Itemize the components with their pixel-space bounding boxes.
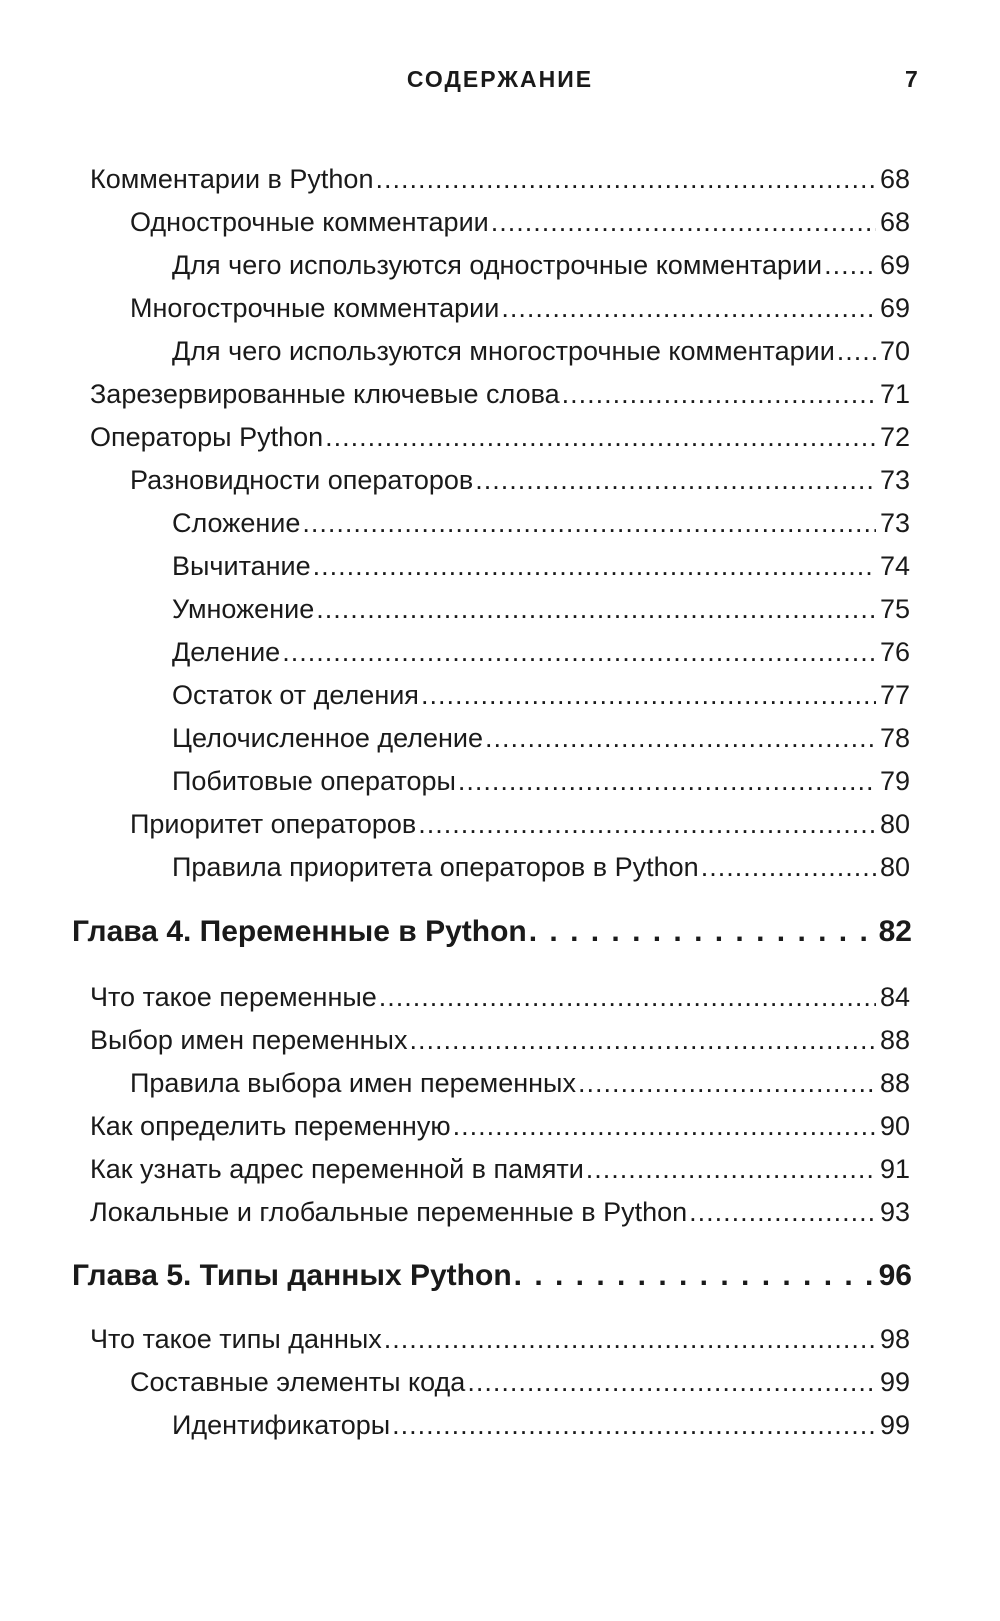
dot-leader xyxy=(586,1152,876,1186)
toc-entry xyxy=(172,592,910,626)
dot-leader xyxy=(491,205,876,239)
toc-entry-title: Для чего используются однострочные комментарии xyxy=(172,250,823,280)
toc-entry xyxy=(90,980,910,1014)
toc-entry-page: 88 xyxy=(879,1025,910,1055)
toc-entry-title: Комментарии в Python xyxy=(90,164,374,194)
toc-entry-page: 68 xyxy=(879,207,910,237)
dot-leader xyxy=(316,592,876,626)
dot-leader xyxy=(458,764,876,798)
toc-entry-title: Зарезервированные ключевые слова xyxy=(90,379,560,409)
toc-entry-page: 90 xyxy=(879,1111,910,1141)
page-number: 7 xyxy=(905,66,918,92)
toc-entry-page: 73 xyxy=(879,508,910,538)
toc-entry-title: Идентификаторы xyxy=(172,1410,391,1440)
toc-entry xyxy=(172,764,910,798)
toc-entry-title: Как определить переменную xyxy=(90,1111,451,1141)
toc-entry-title: Сложение xyxy=(172,508,301,538)
toc-entry-title: Правила приоритета операторов в Python xyxy=(172,852,699,882)
toc-entry xyxy=(90,377,910,411)
toc-entry xyxy=(130,1066,910,1100)
toc-entry-title: Что такое типы данных xyxy=(90,1324,382,1354)
dot-leader xyxy=(375,162,875,196)
toc-entry xyxy=(130,291,910,325)
dot-leader xyxy=(392,1408,876,1442)
dot-leader xyxy=(467,1365,876,1399)
toc-entry-title: Деление xyxy=(172,637,281,667)
toc-entry-title: Глава 5. Типы данных Python xyxy=(72,1259,512,1292)
dot-leader xyxy=(578,1066,876,1100)
toc-entry-page: 80 xyxy=(879,852,910,882)
toc-entry xyxy=(172,248,910,282)
toc-entry-title: Остаток от деления xyxy=(172,680,419,710)
toc-entry xyxy=(130,463,910,497)
toc-entry-page: 72 xyxy=(879,422,910,452)
toc-entry-page: 88 xyxy=(879,1068,910,1098)
dot-leader xyxy=(689,1195,876,1229)
dot-leader xyxy=(485,721,876,755)
dot-leader xyxy=(325,420,876,454)
toc-entry-page: 96 xyxy=(878,1259,912,1292)
dot-leader xyxy=(562,377,876,411)
toc-entry-title: Что такое переменные xyxy=(90,982,377,1012)
dot-leader xyxy=(475,463,876,497)
toc-entry-page: 98 xyxy=(879,1324,910,1354)
dot-leader xyxy=(701,850,876,884)
toc-entry-page: 68 xyxy=(879,164,910,194)
toc-entry xyxy=(172,678,910,712)
dot-leader xyxy=(421,678,876,712)
dot-leader xyxy=(824,248,876,282)
toc-entry-title: Операторы Python xyxy=(90,422,324,452)
toc-entry-title: Глава 4. Переменные в Python xyxy=(72,915,527,948)
toc-entry-page: 77 xyxy=(879,680,910,710)
dot-leader xyxy=(379,980,876,1014)
toc-entry-page: 69 xyxy=(879,293,910,323)
toc-entry xyxy=(172,549,910,583)
dot-leader xyxy=(302,506,876,540)
toc-entry xyxy=(90,1109,910,1143)
toc-entry-page: 84 xyxy=(879,982,910,1012)
dot-leader xyxy=(529,915,875,949)
toc-entry-title: Локальные и глобальные переменные в Python xyxy=(90,1197,688,1227)
toc-entry-title: Побитовые операторы xyxy=(172,766,456,796)
toc-entry-page: 70 xyxy=(879,336,910,366)
toc-entry-page: 78 xyxy=(879,723,910,753)
dot-leader xyxy=(418,807,876,841)
toc-entry-title: Целочисленное деление xyxy=(172,723,484,753)
toc-entry xyxy=(172,721,910,755)
dot-leader xyxy=(501,291,876,325)
toc-entry xyxy=(90,1023,910,1057)
dot-leader xyxy=(384,1322,876,1356)
toc-entry-page: 73 xyxy=(879,465,910,495)
toc-entry xyxy=(130,807,910,841)
toc-entry xyxy=(90,162,910,196)
toc-entry-page: 75 xyxy=(879,594,910,624)
toc-entry-page: 79 xyxy=(879,766,910,796)
toc-entry xyxy=(90,1152,910,1186)
toc-entry xyxy=(90,1195,910,1229)
toc-entry-page: 91 xyxy=(879,1154,910,1184)
toc-chapter-heading xyxy=(72,915,912,949)
toc-chapter-heading xyxy=(72,1259,912,1293)
toc-entry-page: 69 xyxy=(879,250,910,280)
toc-entry-page: 80 xyxy=(879,809,910,839)
toc-entry xyxy=(172,506,910,540)
toc-entry-page: 74 xyxy=(879,551,910,581)
dot-leader xyxy=(282,635,876,669)
toc-entry-title: Однострочные комментарии xyxy=(130,207,489,237)
toc-entry xyxy=(90,420,910,454)
toc-entry xyxy=(172,635,910,669)
toc-entry-title: Приоритет операторов xyxy=(130,809,417,839)
toc-entry xyxy=(90,1322,910,1356)
toc-entry-page: 99 xyxy=(879,1410,910,1440)
dot-leader xyxy=(453,1109,876,1143)
toc-entry xyxy=(130,205,910,239)
toc-entry-page: 76 xyxy=(879,637,910,667)
toc-entry-title: Многострочные комментарии xyxy=(130,293,500,323)
toc-entry-title: Составные элементы кода xyxy=(130,1367,466,1397)
toc-entry-title: Разновидности операторов xyxy=(130,465,474,495)
toc-entry-page: 99 xyxy=(879,1367,910,1397)
toc-entry xyxy=(130,1365,910,1399)
toc-entry-page: 93 xyxy=(879,1197,910,1227)
toc-entry-page: 71 xyxy=(879,379,910,409)
toc-entry xyxy=(172,850,910,884)
toc-entry-title: Вычитание xyxy=(172,551,311,581)
dot-leader xyxy=(514,1259,875,1293)
dot-leader xyxy=(313,549,876,583)
toc-entry-title: Как узнать адрес переменной в памяти xyxy=(90,1154,584,1184)
dot-leader xyxy=(409,1023,875,1057)
dot-leader xyxy=(837,334,876,368)
toc-entry xyxy=(172,334,910,368)
toc-entry-title: Правила выбора имен переменных xyxy=(130,1068,576,1098)
toc-entry-page: 82 xyxy=(878,915,912,948)
toc-entry-title: Для чего используются многострочные комментарии xyxy=(172,336,835,366)
toc-entry-title: Выбор имен переменных xyxy=(90,1025,408,1055)
toc-entry xyxy=(172,1408,910,1442)
toc-entry-title: Умножение xyxy=(172,594,315,624)
running-title: СОДЕРЖАНИЕ xyxy=(406,66,594,92)
